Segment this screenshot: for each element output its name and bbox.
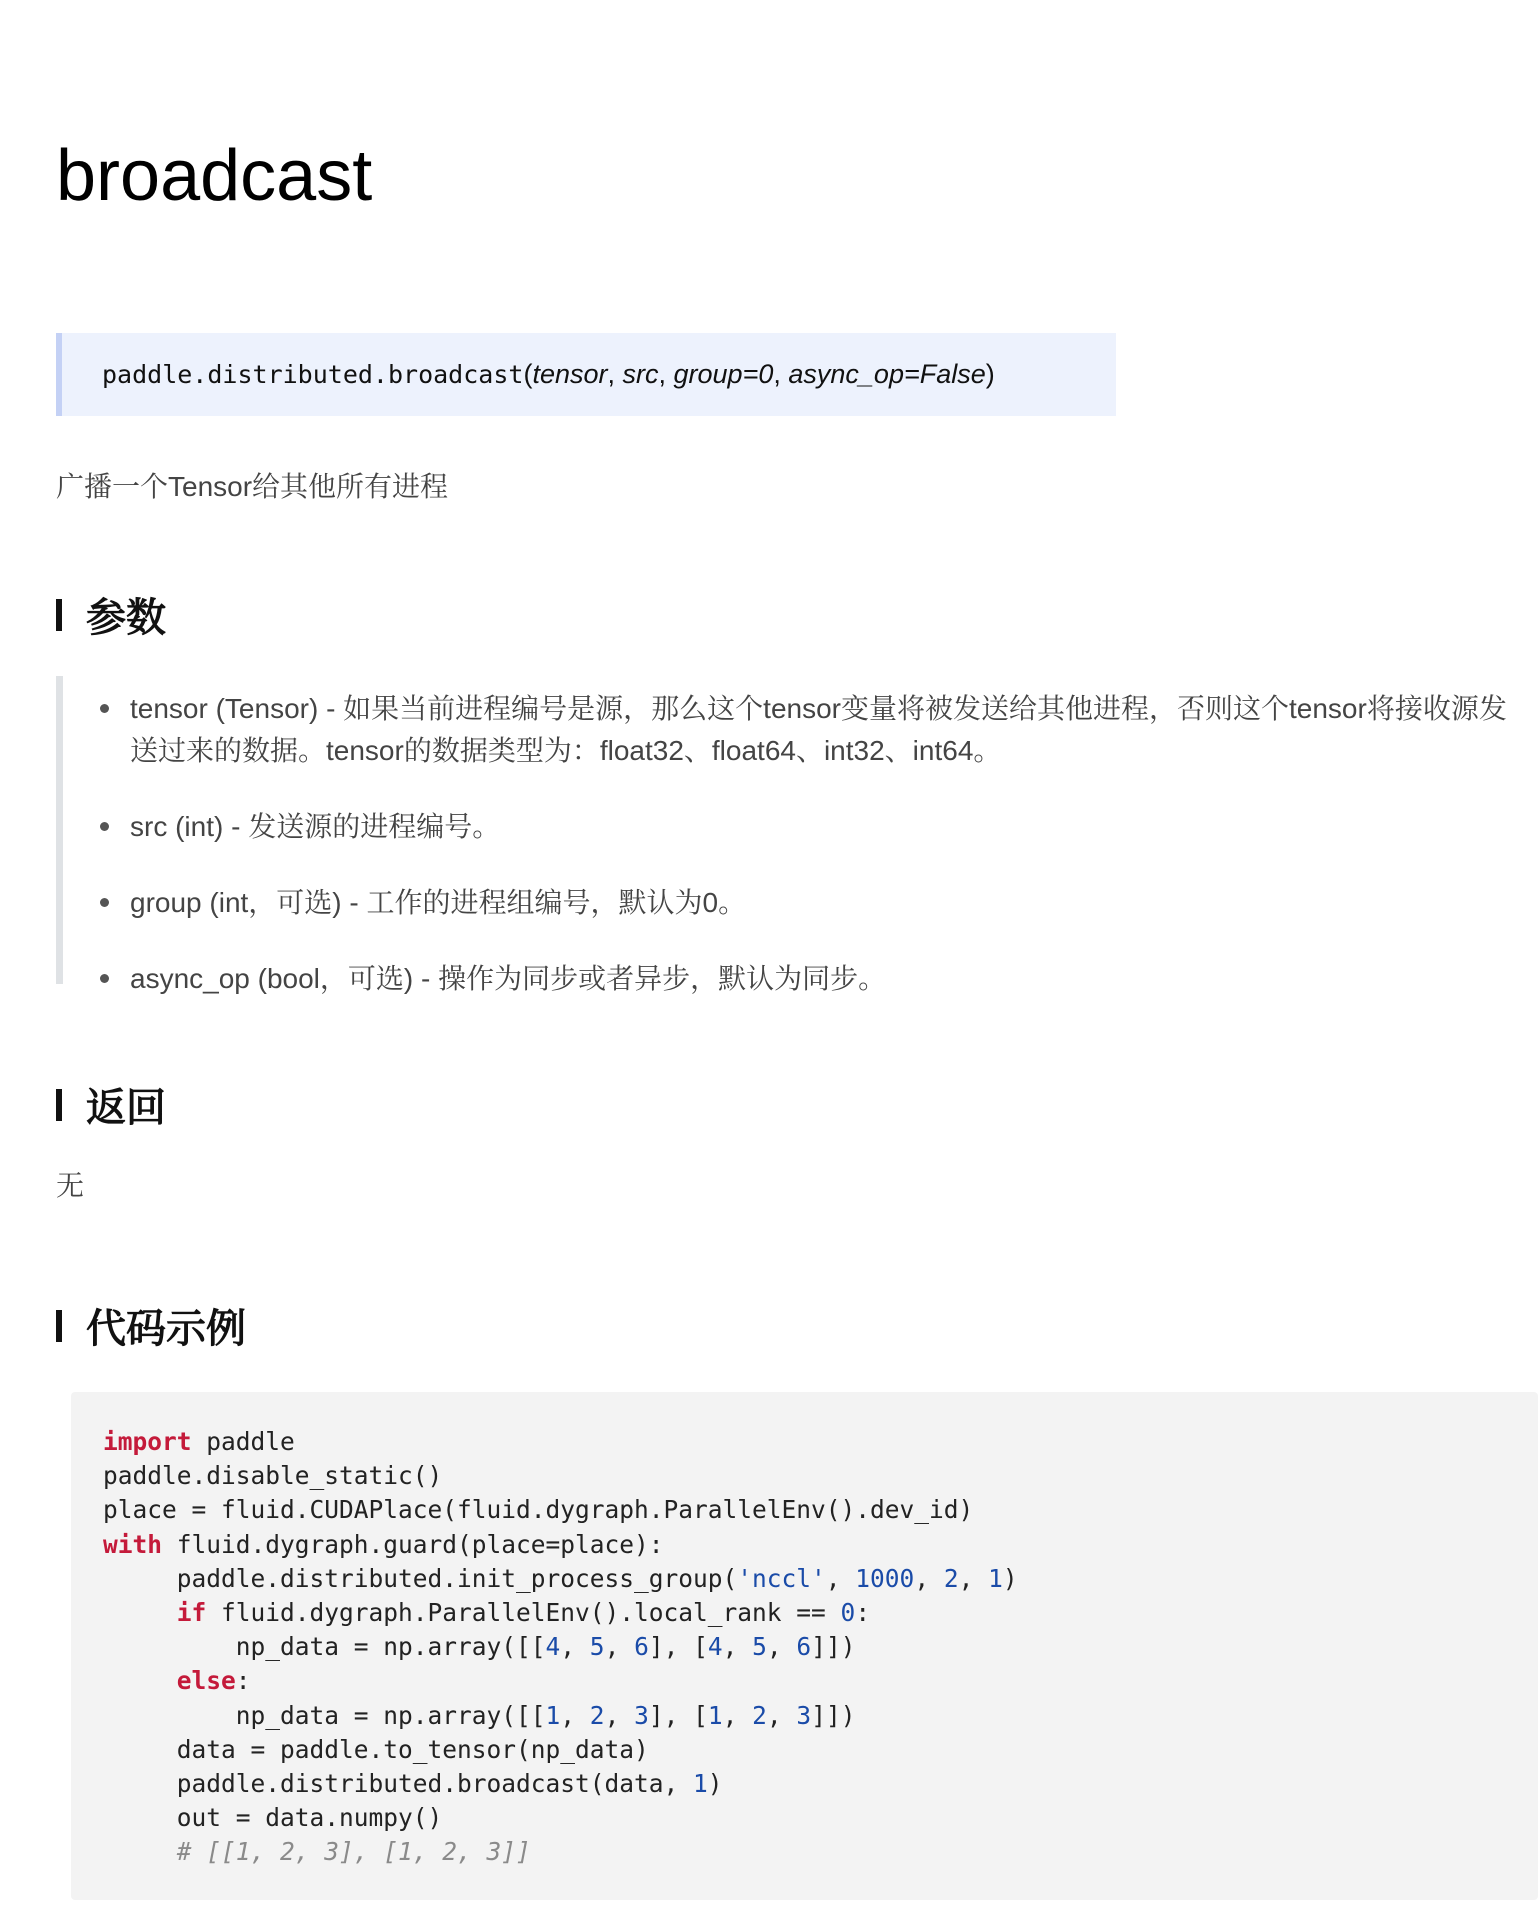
code-content[interactable] xyxy=(103,1425,1538,1870)
signature-separator: , xyxy=(773,359,789,389)
code-token: np_data = np.array([[ xyxy=(103,1700,546,1730)
code-token: , xyxy=(560,1700,590,1730)
signature-function-name: paddle.distributed.broadcast xyxy=(102,360,524,389)
bullet-icon xyxy=(100,974,109,983)
code-token: ) xyxy=(707,1769,723,1799)
code-token: , xyxy=(825,1563,856,1593)
param-text: async_op (bool，可选) - 操作为同步或者异步，默认为同步。 xyxy=(130,963,887,994)
example-heading-label: 代码示例 xyxy=(86,1306,246,1352)
code-token: , xyxy=(766,1632,797,1662)
code-number: 1 xyxy=(988,1563,1003,1593)
code-line xyxy=(103,1459,1538,1493)
code-number: 5 xyxy=(589,1632,605,1662)
code-token: paddle.disable_static() xyxy=(103,1461,443,1491)
code-token: , xyxy=(560,1632,590,1662)
params-block xyxy=(56,676,1516,994)
bullet-icon xyxy=(100,822,109,831)
code-line xyxy=(103,1699,1538,1733)
description: 广播一个Tensor给其他所有进程 xyxy=(56,471,449,502)
signature-param: group=0 xyxy=(673,359,774,389)
code-number: 1000 xyxy=(855,1563,915,1593)
code-keyword: with xyxy=(103,1529,163,1559)
code-line xyxy=(103,1801,1538,1835)
code-line xyxy=(103,1835,1538,1869)
param-item-tensor xyxy=(130,688,1520,772)
code-string: 'nccl' xyxy=(737,1563,826,1593)
param-item-src xyxy=(130,806,1520,848)
signature-param: async_op=False xyxy=(788,359,986,389)
code-token: , xyxy=(604,1700,635,1730)
code-token: fluid.dygraph.guard(place=place): xyxy=(162,1529,664,1559)
params-heading-label: 参数 xyxy=(86,595,166,641)
code-number: 2 xyxy=(589,1700,605,1730)
api-signature xyxy=(56,333,1116,416)
code-token: paddle xyxy=(191,1427,295,1456)
signature-open-paren: ( xyxy=(523,359,533,389)
code-number: 0 xyxy=(840,1598,856,1628)
param-text: tensor (Tensor) - 如果当前进程编号是源，那么这个tensor变量将被发送给其他进程，否则这个tensor将接收源发送过来的数据。tensor的数据类型为：float32、float64、int32、int64。 xyxy=(130,693,1507,766)
code-token: paddle.distributed.broadcast(data, xyxy=(103,1769,694,1799)
code-number: 4 xyxy=(707,1632,723,1662)
code-number: 2 xyxy=(943,1563,959,1593)
signature-close-paren: ) xyxy=(985,359,995,389)
heading-bar xyxy=(56,599,62,631)
param-item-group xyxy=(130,882,1520,924)
code-token: : xyxy=(855,1598,871,1628)
code-token: : xyxy=(235,1666,251,1696)
code-token xyxy=(103,1666,177,1695)
code-token: data = paddle.to_tensor(np_data) xyxy=(103,1734,649,1764)
code-number: 1 xyxy=(707,1700,723,1730)
heading-bar xyxy=(56,1089,62,1121)
code-keyword: if xyxy=(176,1598,207,1628)
code-line xyxy=(103,1425,1538,1459)
code-token: ) xyxy=(1002,1563,1018,1593)
code-token xyxy=(103,1598,177,1627)
signature-param: src xyxy=(622,359,659,389)
returns-heading-label: 返回 xyxy=(86,1085,166,1131)
code-number: 2 xyxy=(752,1700,767,1730)
code-token: place = fluid.CUDAPlace(fluid.dygraph.ParallelEnv().dev_id) xyxy=(103,1495,974,1525)
code-line xyxy=(103,1733,1538,1767)
code-token: np_data = np.array([[ xyxy=(103,1632,546,1662)
code-token: ], [ xyxy=(648,1632,708,1662)
code-token: , xyxy=(958,1563,989,1593)
code-token: out = data.numpy() xyxy=(103,1803,443,1833)
code-token: , xyxy=(914,1563,944,1593)
code-token: , xyxy=(604,1632,635,1662)
signature-separator: , xyxy=(658,359,674,389)
code-token xyxy=(103,1837,177,1866)
code-number: 1 xyxy=(545,1700,561,1730)
code-token: fluid.dygraph.ParallelEnv().local_rank == xyxy=(206,1598,841,1628)
heading-bar xyxy=(56,1310,62,1342)
code-number: 5 xyxy=(752,1632,767,1662)
param-item-async-op xyxy=(130,958,1520,1000)
code-token: ], [ xyxy=(648,1700,708,1730)
code-token: ]]) xyxy=(811,1700,856,1730)
param-text: src (int) - 发送源的进程编号。 xyxy=(130,811,501,842)
code-line xyxy=(103,1664,1538,1698)
code-line xyxy=(103,1767,1538,1801)
code-token: , xyxy=(722,1632,753,1662)
code-comment: # [[1, 2, 3], [1, 2, 3]] xyxy=(176,1837,531,1867)
code-keyword: else xyxy=(176,1666,236,1696)
code-number: 6 xyxy=(796,1632,812,1662)
code-line xyxy=(103,1596,1538,1630)
example-heading xyxy=(56,1297,246,1354)
code-number: 3 xyxy=(796,1700,812,1730)
bullet-icon xyxy=(100,704,109,713)
code-line xyxy=(103,1630,1538,1664)
code-example[interactable] xyxy=(71,1392,1538,1900)
code-number: 6 xyxy=(634,1632,649,1662)
code-number: 1 xyxy=(693,1769,708,1799)
code-line xyxy=(103,1528,1538,1562)
page-title: broadcast xyxy=(56,136,373,216)
returns-value: 无 xyxy=(56,1170,85,1201)
bullet-icon xyxy=(100,898,109,907)
signature-params xyxy=(532,359,985,390)
param-text: group (int，可选) - 工作的进程组编号，默认为0。 xyxy=(130,887,747,918)
returns-heading xyxy=(56,1076,166,1133)
code-token: ]]) xyxy=(811,1632,856,1662)
code-token: , xyxy=(766,1700,797,1730)
params-heading xyxy=(56,586,166,643)
signature-param: tensor xyxy=(532,359,608,389)
code-number: 4 xyxy=(545,1632,561,1662)
code-token: , xyxy=(722,1700,753,1730)
signature-separator: , xyxy=(607,359,623,389)
code-token: paddle.distributed.init_process_group( xyxy=(103,1563,738,1593)
code-line xyxy=(103,1562,1538,1596)
code-line xyxy=(103,1493,1538,1527)
code-keyword: import xyxy=(103,1427,192,1456)
code-number: 3 xyxy=(634,1700,649,1730)
